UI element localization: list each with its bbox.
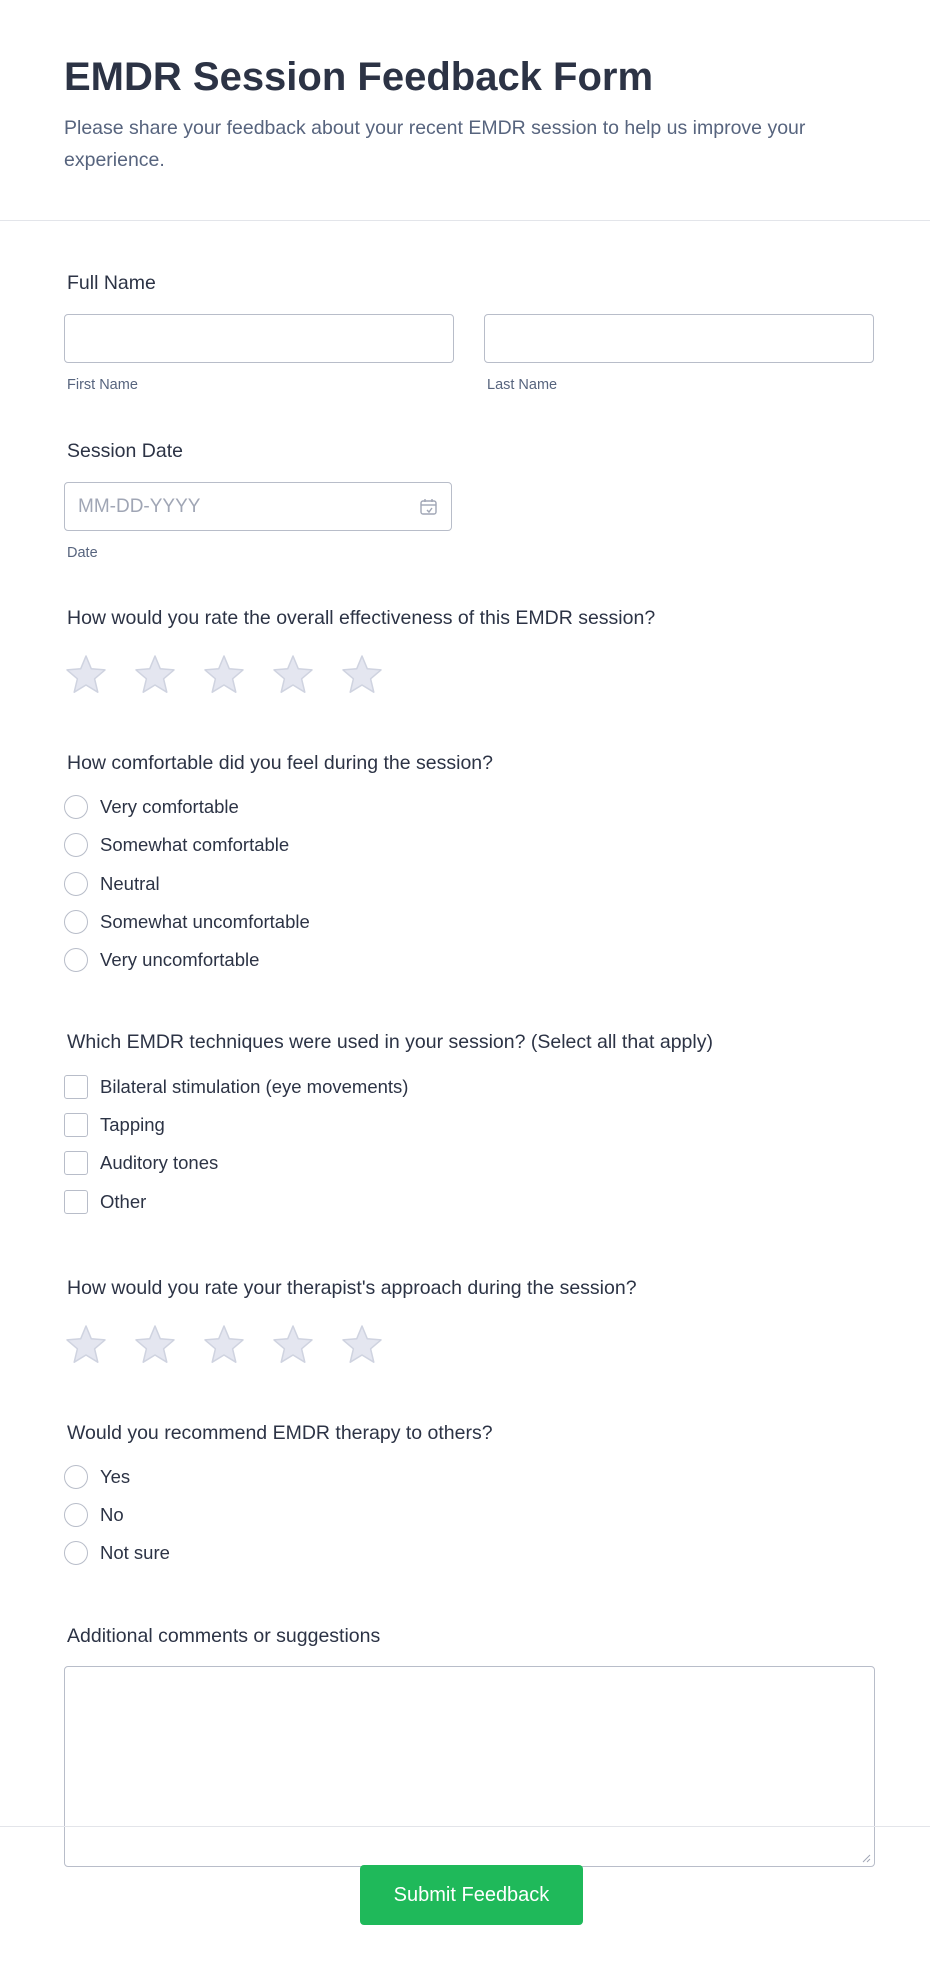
radio-button[interactable] bbox=[64, 872, 88, 896]
comfort-option[interactable] bbox=[64, 826, 866, 864]
checkbox[interactable] bbox=[64, 1190, 88, 1214]
star-icon[interactable] bbox=[64, 653, 108, 697]
first-name-sublabel: First Name bbox=[67, 377, 138, 393]
technique-option[interactable] bbox=[64, 1182, 866, 1220]
comfort-option[interactable] bbox=[64, 941, 866, 979]
option-label: Very comfortable bbox=[100, 796, 239, 818]
technique-option[interactable] bbox=[64, 1144, 866, 1182]
checkbox[interactable] bbox=[64, 1113, 88, 1137]
comfort-option[interactable] bbox=[64, 903, 866, 941]
page-subtitle: Please share your feedback about your recent EMDR session to help us improve your experience. bbox=[64, 117, 806, 171]
radio-button[interactable] bbox=[64, 1465, 88, 1489]
last-name-input[interactable] bbox=[484, 314, 874, 363]
date-sublabel: Date bbox=[67, 545, 98, 561]
page-title: EMDR Session Feedback Form bbox=[64, 55, 654, 99]
form-footer bbox=[0, 1826, 930, 1973]
option-label: No bbox=[100, 1504, 124, 1526]
option-label: Bilateral stimulation (eye movements) bbox=[100, 1075, 409, 1097]
therapist-label: How would you rate your therapist's approach during the session? bbox=[67, 1276, 637, 1299]
full-name-field bbox=[64, 271, 866, 391]
therapist-star-rating bbox=[64, 1323, 866, 1367]
option-label: Auditory tones bbox=[100, 1152, 219, 1174]
session-date-input[interactable] bbox=[64, 482, 452, 531]
star-icon[interactable] bbox=[340, 1323, 384, 1367]
form-header bbox=[0, 0, 930, 221]
star-icon[interactable] bbox=[202, 1323, 246, 1367]
last-name-sublabel: Last Name bbox=[487, 377, 558, 393]
option-label: Neutral bbox=[100, 872, 160, 894]
recommend-option[interactable] bbox=[64, 1458, 866, 1496]
comments-label: Additional comments or suggestions bbox=[67, 1624, 381, 1647]
first-name-input[interactable] bbox=[64, 314, 454, 363]
techniques-field bbox=[64, 1030, 866, 1220]
checkbox[interactable] bbox=[64, 1075, 88, 1099]
technique-option[interactable] bbox=[64, 1106, 866, 1144]
therapist-field bbox=[64, 1276, 866, 1367]
checkbox[interactable] bbox=[64, 1151, 88, 1175]
radio-button[interactable] bbox=[64, 948, 88, 972]
comfort-label: How comfortable did you feel during the session? bbox=[67, 752, 493, 774]
comfort-field bbox=[64, 751, 866, 979]
session-date-field bbox=[64, 439, 866, 559]
feedback-form bbox=[0, 221, 930, 1867]
option-label: Other bbox=[100, 1190, 147, 1212]
recommend-option[interactable] bbox=[64, 1496, 866, 1534]
comfort-option[interactable] bbox=[64, 788, 866, 826]
effectiveness-label: How would you rate the overall effectiveness of this EMDR session? bbox=[67, 607, 656, 629]
recommend-label: Would you recommend EMDR therapy to others? bbox=[67, 1421, 493, 1444]
radio-button[interactable] bbox=[64, 1541, 88, 1565]
star-icon[interactable] bbox=[64, 1323, 108, 1367]
radio-button[interactable] bbox=[64, 833, 88, 857]
star-icon[interactable] bbox=[271, 1323, 315, 1367]
submit-feedback-button[interactable]: Submit Feedback bbox=[360, 1865, 583, 1925]
effectiveness-star-rating bbox=[64, 653, 866, 697]
star-icon[interactable] bbox=[340, 653, 384, 697]
option-label: Somewhat comfortable bbox=[100, 834, 290, 856]
star-icon[interactable] bbox=[133, 653, 177, 697]
radio-button[interactable] bbox=[64, 795, 88, 819]
option-label: Very uncomfortable bbox=[100, 949, 260, 971]
calendar-icon[interactable] bbox=[419, 497, 439, 517]
star-icon[interactable] bbox=[133, 1323, 177, 1367]
option-label: Tapping bbox=[100, 1113, 165, 1135]
radio-button[interactable] bbox=[64, 910, 88, 934]
star-icon[interactable] bbox=[271, 653, 315, 697]
comfort-option[interactable] bbox=[64, 865, 866, 903]
technique-option[interactable] bbox=[64, 1067, 866, 1105]
session-date-label: Session Date bbox=[67, 440, 183, 462]
option-label: Yes bbox=[100, 1465, 131, 1487]
recommend-option[interactable] bbox=[64, 1534, 866, 1572]
full-name-label: Full Name bbox=[67, 272, 156, 294]
date-placeholder: MM-DD-YYYY bbox=[78, 496, 201, 517]
effectiveness-field bbox=[64, 606, 866, 697]
techniques-label: Which EMDR techniques were used in your session? (Select all that apply) bbox=[67, 1031, 713, 1054]
option-label: Somewhat uncomfortable bbox=[100, 911, 310, 933]
radio-button[interactable] bbox=[64, 1503, 88, 1527]
option-label: Not sure bbox=[100, 1542, 170, 1564]
star-icon[interactable] bbox=[202, 653, 246, 697]
recommend-field bbox=[64, 1421, 866, 1573]
